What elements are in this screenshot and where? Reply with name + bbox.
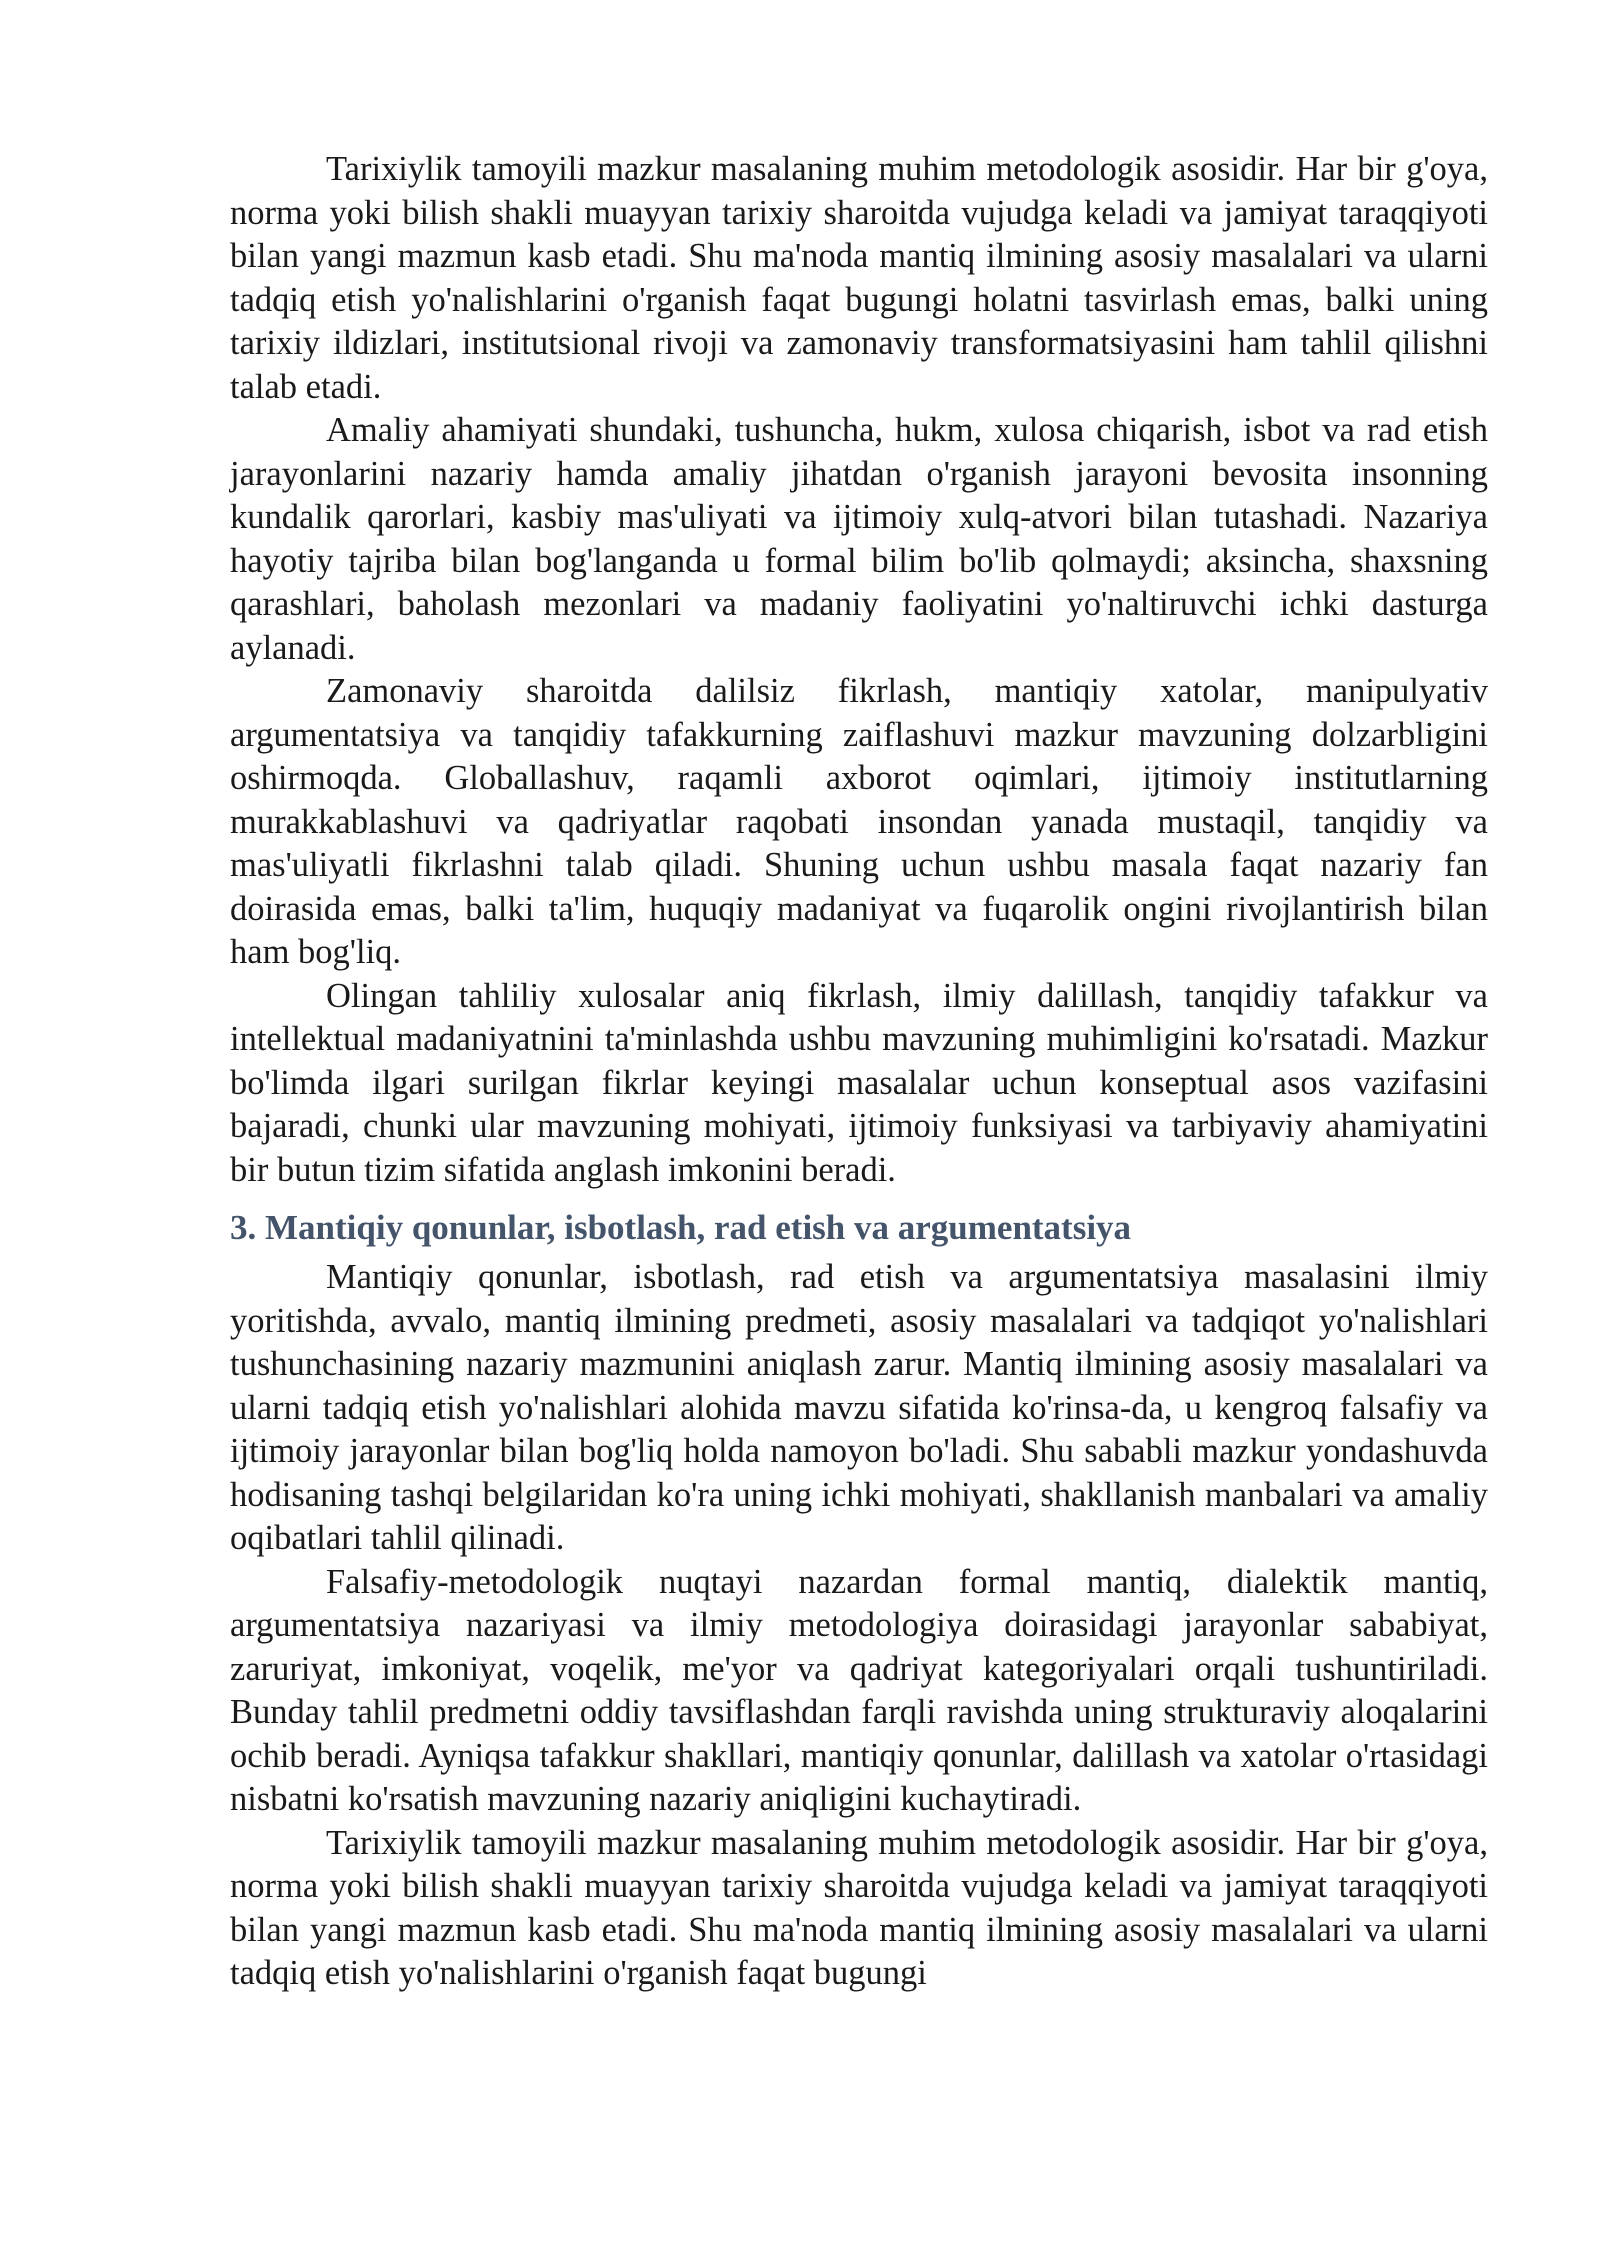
paragraph-philosophical-methodology: Falsafiy-metodologik nuqtayi nazardan formal mantiq, dialektik mantiq, argumentatsiya nazariyasi va ilmiy metodologiya doirasidagi jarayonlar sababiyat, zaruriyat, imkoniyat, voqelik, me'yor va qadriyat kategoriyalari orqali tushuntiriladi. Bunday tahlil predmetni oddiy tavsiflashdan farqli ravishda uning strukturaviy aloqalarini ochib beradi. Ayniqsa tafakkur shakllari, mantiqiy qonunlar, dalillash va xatolar o'rtasidagi nisbatni ko'rsatish mavzuning nazariy aniqligini kuchaytiradi. — [230, 1562, 1488, 1818]
paragraph-analytical-conclusions: Olingan tahliliy xulosalar aniq fikrlash, ilmiy dalillash, tanqidiy tafakkur va intellektual madaniyatnini ta'minlashda ushbu mavzuning muhimligini ko'rsatadi. Mazkur bo'limda ilgari surilgan fikrlar keyingi masalalar uchun konseptual asos vazifasini bajaradi, chunki ular mavzuning mohiyati, ijtimoiy funksiyasi va tarbiyaviy ahamiyatini bir butun tizim sifatida anglash imkonini beradi. — [230, 976, 1488, 1189]
section-heading: 3. Mantiqiy qonunlar, isbotlash, rad etish va argumentatsiya — [230, 1208, 1132, 1247]
paragraph-practical-significance: Amaliy ahamiyati shundaki, tushuncha, hukm, xulosa chiqarish, isbot va rad etish jarayonlarini nazariy hamda amaliy jihatdan o'rganish jarayoni bevosita insonning kundalik qarorlari, kasbiy mas'uliyati va ijtimoiy xulq-atvori bilan tutashadi. Nazariya hayotiy tajriba bilan bog'langanda u formal bilim bo'lib qolmaydi; aksincha, shaxsning qarashlari, baholash mezonlari va madaniy faoliyatini yo'naltiruvchi ichki dasturga aylanadi. — [230, 411, 1488, 667]
paragraph-modern-conditions: Zamonaviy sharoitda dalilsiz fikrlash, mantiqiy xatolar, manipulyativ argumentatsiya va tanqidiy tafakkurning zaiflashuvi mazkur mavzuning dolzarbligini oshirmoqda. Globallashuv, raqamli axborot oqimlari, ijtimoiy institutlarning murakkablashuvi va qadriyatlar raqobati insondan yanada mustaqil, tanqidiy va mas'uliyatli fikrlashni talab qiladi. Shuning uchun ushbu masala faqat nazariy fan doirasida emas, balki ta'lim, huquqiy madaniyat va fuqarolik ongini rivojlantirish bilan ham bog'liq. — [230, 672, 1488, 971]
paragraph-logical-laws-intro: Mantiqiy qonunlar, isbotlash, rad etish va argumentatsiya masalasini ilmiy yoritishda, avvalo, mantiq ilmining predmeti, asosiy masalalari va tadqiqot yo'nalishlari tushunchasining nazariy mazmunini aniqlash zarur. Mantiq ilmining asosiy masalalari va ularni tadqiq etish yo'nalishlari alohida mavzu sifatida ko'rinsa-da, u kengroq falsafiy va ijtimoiy jarayonlar bilan bog'liq holda namoyon bo'ladi. Shu sababli mazkur yondashuvda hodisaning tashqi belgilaridan ko'ra uning ichki mohiyati, shakllanish manbalari va amaliy oqibatlari tahlil qilinadi. — [230, 1258, 1488, 1557]
document-page — [230, 148, 1488, 1996]
paragraph-historicity-principle: Tarixiylik tamoyili mazkur masalaning muhim metodologik asosidir. Har bir g'oya, norma yoki bilish shakli muayyan tarixiy sharoitda vujudga keladi va jamiyat taraqqiyoti bilan yangi mazmun kasb etadi. Shu ma'noda mantiq ilmining asosiy masalalari va ularni tadqiq etish yo'nalishlarini o'rganish faqat bugungi holatni tasvirlash emas, balki uning tarixiy ildizlari, institutsional rivoji va zamonaviy transformatsiyasini ham tahlil qilishni talab etadi. — [230, 150, 1488, 406]
paragraph-historicity-repeat: Tarixiylik tamoyili mazkur masalaning muhim metodologik asosidir. Har bir g'oya, norma yoki bilish shakli muayyan tarixiy sharoitda vujudga keladi va jamiyat taraqqiyoti bilan yangi mazmun kasb etadi. Shu ma'noda mantiq ilmining asosiy masalalari va ularni tadqiq etish yo'nalishlarini o'rganish faqat bugungi — [230, 1823, 1488, 1992]
